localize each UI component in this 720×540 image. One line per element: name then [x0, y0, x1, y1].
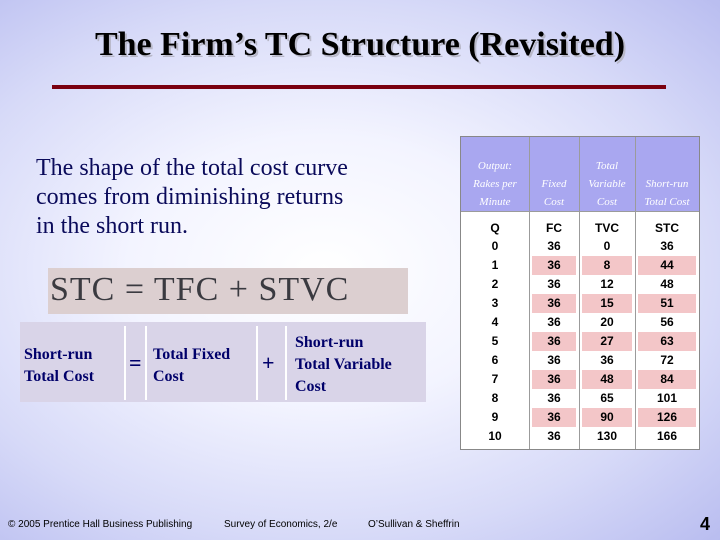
table-cell: 65 [600, 391, 614, 405]
equation-right [295, 332, 392, 398]
column-divider [635, 137, 636, 449]
table-cell: 9 [491, 410, 499, 424]
table-cell: 51 [638, 294, 696, 313]
table-cell: 36 [547, 315, 561, 329]
table-cell: 101 [656, 391, 678, 405]
table-cell: 166 [656, 429, 678, 443]
table-cell: 126 [638, 408, 696, 427]
equation-middle-line: Total Fixed [153, 346, 231, 363]
col-label-fc: FC [546, 221, 562, 235]
equals-sign: = [129, 350, 142, 375]
equation-separator [285, 326, 287, 400]
table-cell: 130 [596, 429, 618, 443]
header-line: Cost [596, 196, 618, 208]
table-cell: 8 [491, 391, 499, 405]
slide-title: The Firm’s TC Structure (Revisited) [94, 26, 626, 63]
equation-separator [256, 326, 258, 400]
equation-right-line: Short-run [295, 334, 364, 351]
cost-table [460, 136, 700, 450]
table-cell: 84 [638, 370, 696, 389]
footer-publisher: © 2005 Prentice Hall Business Publishing [8, 519, 193, 530]
table-cell: 44 [638, 256, 696, 275]
header-total-cost [635, 175, 699, 211]
table-cell: 36 [660, 239, 674, 253]
header-line: Cost [543, 196, 565, 208]
equation-separator [124, 326, 126, 400]
table-cell: 0 [491, 239, 499, 253]
header-fixed-cost [529, 175, 579, 211]
header-output [461, 157, 529, 211]
equation-left-line: Short-run [24, 346, 93, 363]
col-label-q: Q [490, 221, 500, 235]
table-cell: 48 [660, 277, 674, 291]
equation-separator [145, 326, 147, 400]
header-line: Total Cost [644, 196, 690, 208]
table-cell: 0 [603, 239, 611, 253]
table-cell: 20 [600, 315, 614, 329]
table-cell: 12 [600, 277, 614, 291]
table-cell: 15 [582, 294, 632, 313]
column-divider [529, 137, 530, 449]
header-divider [461, 211, 699, 212]
equation-right-line: Total Variable [295, 356, 392, 373]
table-cell: 56 [660, 315, 674, 329]
table-cell: 2 [491, 277, 499, 291]
equation-middle [153, 344, 230, 388]
header-variable-cost [579, 157, 635, 211]
header-line: Fixed [541, 178, 567, 190]
table-cell: 48 [582, 370, 632, 389]
equation-left-line: Total Cost [24, 368, 95, 385]
table-cell: 36 [547, 277, 561, 291]
col-label-tvc: TVC [595, 221, 619, 235]
page-number: 4 [700, 514, 711, 534]
header-line: Total [595, 160, 619, 172]
title-rule [52, 85, 666, 89]
table-cell: 6 [491, 353, 499, 367]
header-line: Minute [479, 196, 511, 208]
table-cell: 36 [547, 239, 561, 253]
table-cell: 3 [491, 296, 499, 310]
table-cell: 90 [582, 408, 632, 427]
table-cell: 36 [547, 353, 561, 367]
table-cell: 4 [491, 315, 499, 329]
footer-book: Survey of Economics, 2/e [224, 519, 338, 530]
header-line: Short-run [645, 178, 689, 190]
formula: STC = TFC + STVC [50, 271, 350, 308]
table-cell: 72 [660, 353, 674, 367]
table-cell: 36 [532, 256, 576, 275]
footer-authors: O’Sullivan & Sheffrin [368, 519, 460, 530]
header-line: Rakes per [473, 178, 517, 190]
column-divider [579, 137, 580, 449]
body-line: comes from diminishing returns [36, 184, 344, 210]
table-cell: 36 [547, 391, 561, 405]
table-cell: 36 [600, 353, 614, 367]
table-cell: 36 [532, 408, 576, 427]
body-line: The shape of the total cost curve [36, 155, 348, 181]
plus-sign: + [262, 350, 275, 375]
equation-middle-line: Cost [153, 368, 185, 385]
table-cell: 1 [491, 258, 499, 272]
table-cell: 36 [547, 429, 561, 443]
header-line: Output: [477, 160, 513, 172]
col-label-stc: STC [655, 221, 679, 235]
table-cell: 27 [582, 332, 632, 351]
body-text [36, 154, 436, 241]
header-line: Variable [588, 178, 626, 190]
table-cell: 7 [491, 372, 499, 386]
table-cell: 63 [638, 332, 696, 351]
table-cell: 8 [582, 256, 632, 275]
table-cell: 10 [488, 429, 502, 443]
body-line: in the short run. [36, 213, 188, 239]
equation-right-line: Cost [295, 378, 327, 395]
table-cell: 36 [532, 370, 576, 389]
table-cell: 36 [532, 332, 576, 351]
equation-left [24, 344, 94, 388]
table-cell: 36 [532, 294, 576, 313]
table-cell: 5 [491, 334, 499, 348]
